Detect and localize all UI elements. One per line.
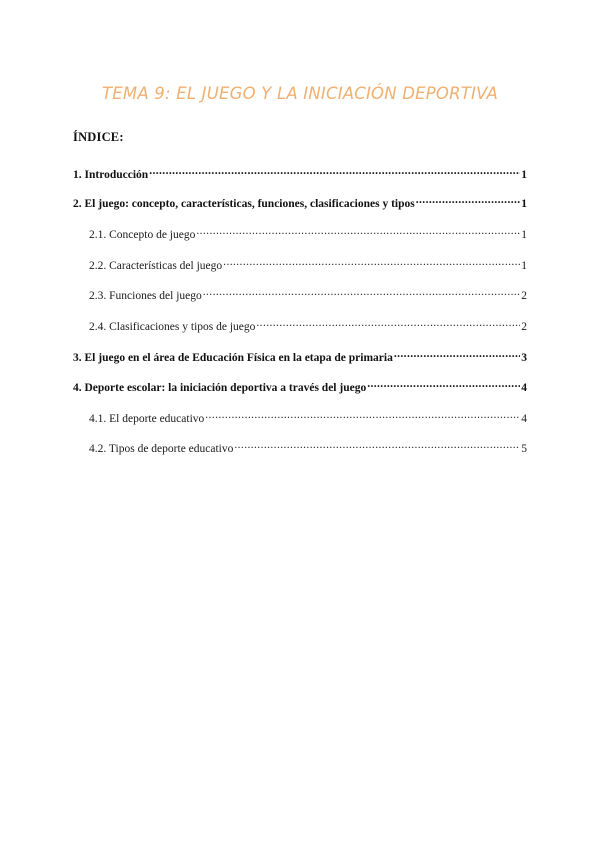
toc-dot-leader [394,347,520,361]
toc-entry-4-2[interactable] [89,438,527,455]
toc-dot-leader [416,193,521,207]
toc-entry-2-3[interactable] [89,285,527,302]
toc-page-number: 2 [521,290,527,302]
index-heading: ÍNDICE: [73,130,124,144]
toc-entry-2-1[interactable] [89,224,527,241]
toc-page-number: 5 [521,443,527,455]
toc-entry-text: 2.2. Características del juego [89,260,223,272]
toc-dot-leader [234,438,520,452]
toc-entry-2[interactable] [73,193,527,210]
toc-entry-2-2[interactable] [89,255,527,272]
document-title: TEMA 9: EL JUEGO Y LA INICIACIÓN DEPORTIVA [102,84,498,103]
toc-page-number: 1 [521,229,527,241]
toc-page-number: 1 [521,260,527,272]
toc-entry-4-1[interactable] [89,408,527,425]
toc-entry-text: 3. El juego en el área de Educación Física en la etapa de primaria [73,352,393,364]
toc-entry-text: 2.3. Funciones del juego [89,290,202,302]
toc-dot-leader [223,255,520,269]
toc-entry-4[interactable] [73,377,527,394]
toc-dot-leader [196,224,520,238]
toc-entry-text: 2. El juego: concepto, características, funciones, clasificaciones y tipos [73,198,415,210]
toc-entry-text: 2.1. Concepto de juego [89,229,196,241]
toc-page-number: 4 [521,413,527,425]
toc-page-number: 4 [521,382,527,394]
toc-page-number: 1 [521,198,527,210]
toc-page-number: 1 [521,169,527,181]
toc-page-number: 2 [521,321,527,333]
toc-dot-leader [149,164,520,178]
toc-entry-text: 4. Deporte escolar: la iniciación deportiva a través del juego [73,382,367,394]
toc-page-number: 3 [521,352,527,364]
toc-dot-leader [256,316,520,330]
toc-dot-leader [203,285,521,299]
toc-entry-text: 2.4. Clasificaciones y tipos de juego [89,321,256,333]
toc-dot-leader [205,408,520,422]
toc-entry-text: 1. Introducción [73,169,149,181]
toc-dot-leader [367,377,520,391]
toc-entry-1[interactable] [73,164,527,181]
toc-entry-text: 4.2. Tipos de deporte educativo [89,443,234,455]
toc-entry-text: 4.1. El deporte educativo [89,413,205,425]
toc-entry-3[interactable] [73,347,527,364]
toc-entry-2-4[interactable] [89,316,527,333]
